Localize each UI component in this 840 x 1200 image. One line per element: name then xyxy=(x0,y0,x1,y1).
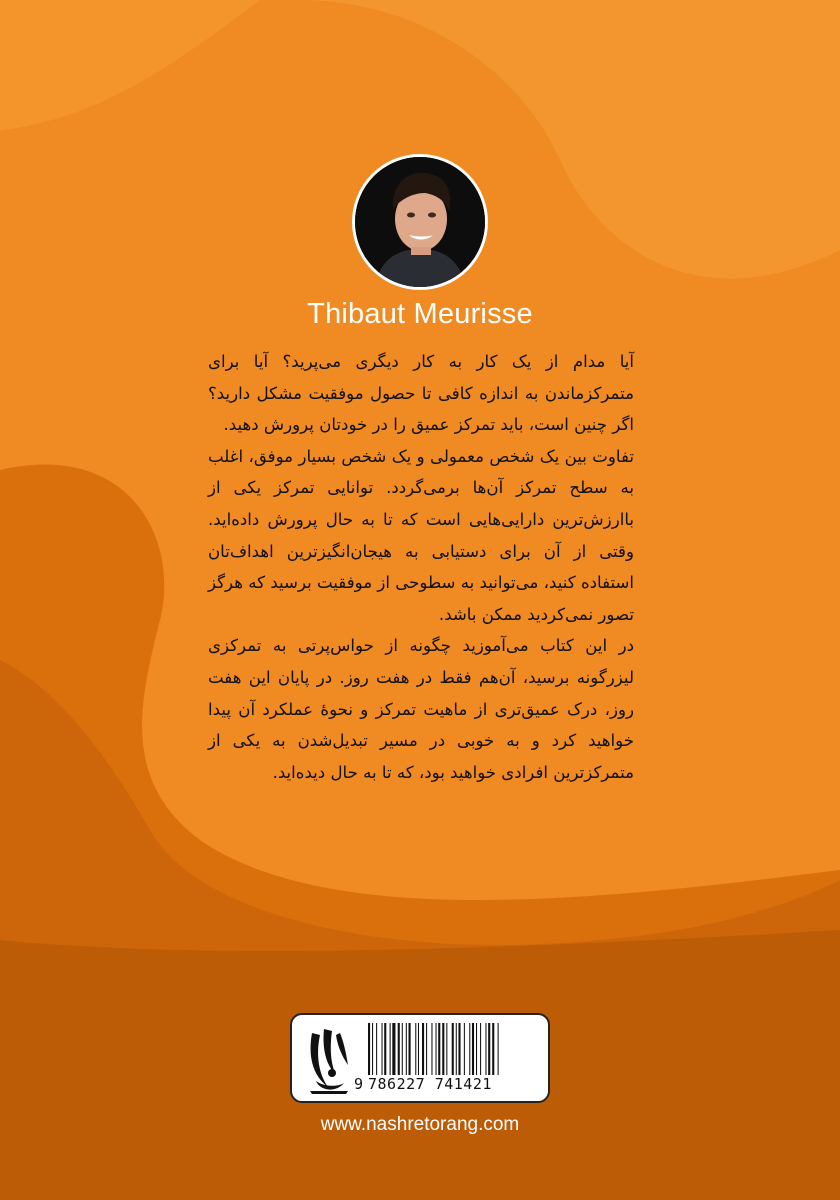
blurb-text xyxy=(208,346,634,788)
author-name: Thibaut Meurisse xyxy=(307,298,533,330)
blurb-paragraph: آیا مدام از یک کار به کار دیگری می‌پرید؟ آیا برای متمرکزماندن به اندازه کافی تا حصول موفقیت مشکل دارید؟ اگر چنین است، باید تمرکز عمیق را در خودتان پرورش دهید. xyxy=(208,352,634,435)
publisher-logo-icon xyxy=(302,1025,354,1095)
barcode-bars xyxy=(368,1023,540,1075)
blurb-paragraph: در این کتاب می‌آموزید چگونه از حواس‌پرتی به تمرکزی لیزرگونه برسید، آن‌هم فقط در هفت روز. در پایان این هفت روز، درک عمیق‌تری از ماهیت تمرکز و نحوهٔ عملکرد آن پیدا خواهید کرد و به خوبی در مسیر تبدیل‌شدن به یکی از متمرکزترین افرادی خواهید بود، که تا به حال دیده‌اید. xyxy=(208,636,634,782)
author-portrait-icon xyxy=(355,157,485,287)
isbn-barcode-panel xyxy=(290,1013,550,1103)
author-photo xyxy=(352,154,488,290)
isbn-first-digit: 9 xyxy=(354,1075,364,1093)
isbn-digits: 786227 741421 xyxy=(368,1075,492,1093)
blurb-paragraph: تفاوت بین یک شخص معمولی و یک شخص بسیار موفق، اغلب به سطح تمرکز آن‌ها برمی‌گردد. توانایی تمرکز یکی از باارزش‌ترین دارایی‌هایی است که تا به حال پرورش داده‌اید. وقتی از آن برای دستیابی به هیجان‌انگیزترین اهداف‌تان استفاده کنید، می‌توانید به سطوحی از موفقیت برسید که هرگز تصور نمی‌کردید ممکن باشد. xyxy=(208,446,634,624)
publisher-website[interactable]: www.nashretorang.com xyxy=(320,1114,520,1135)
